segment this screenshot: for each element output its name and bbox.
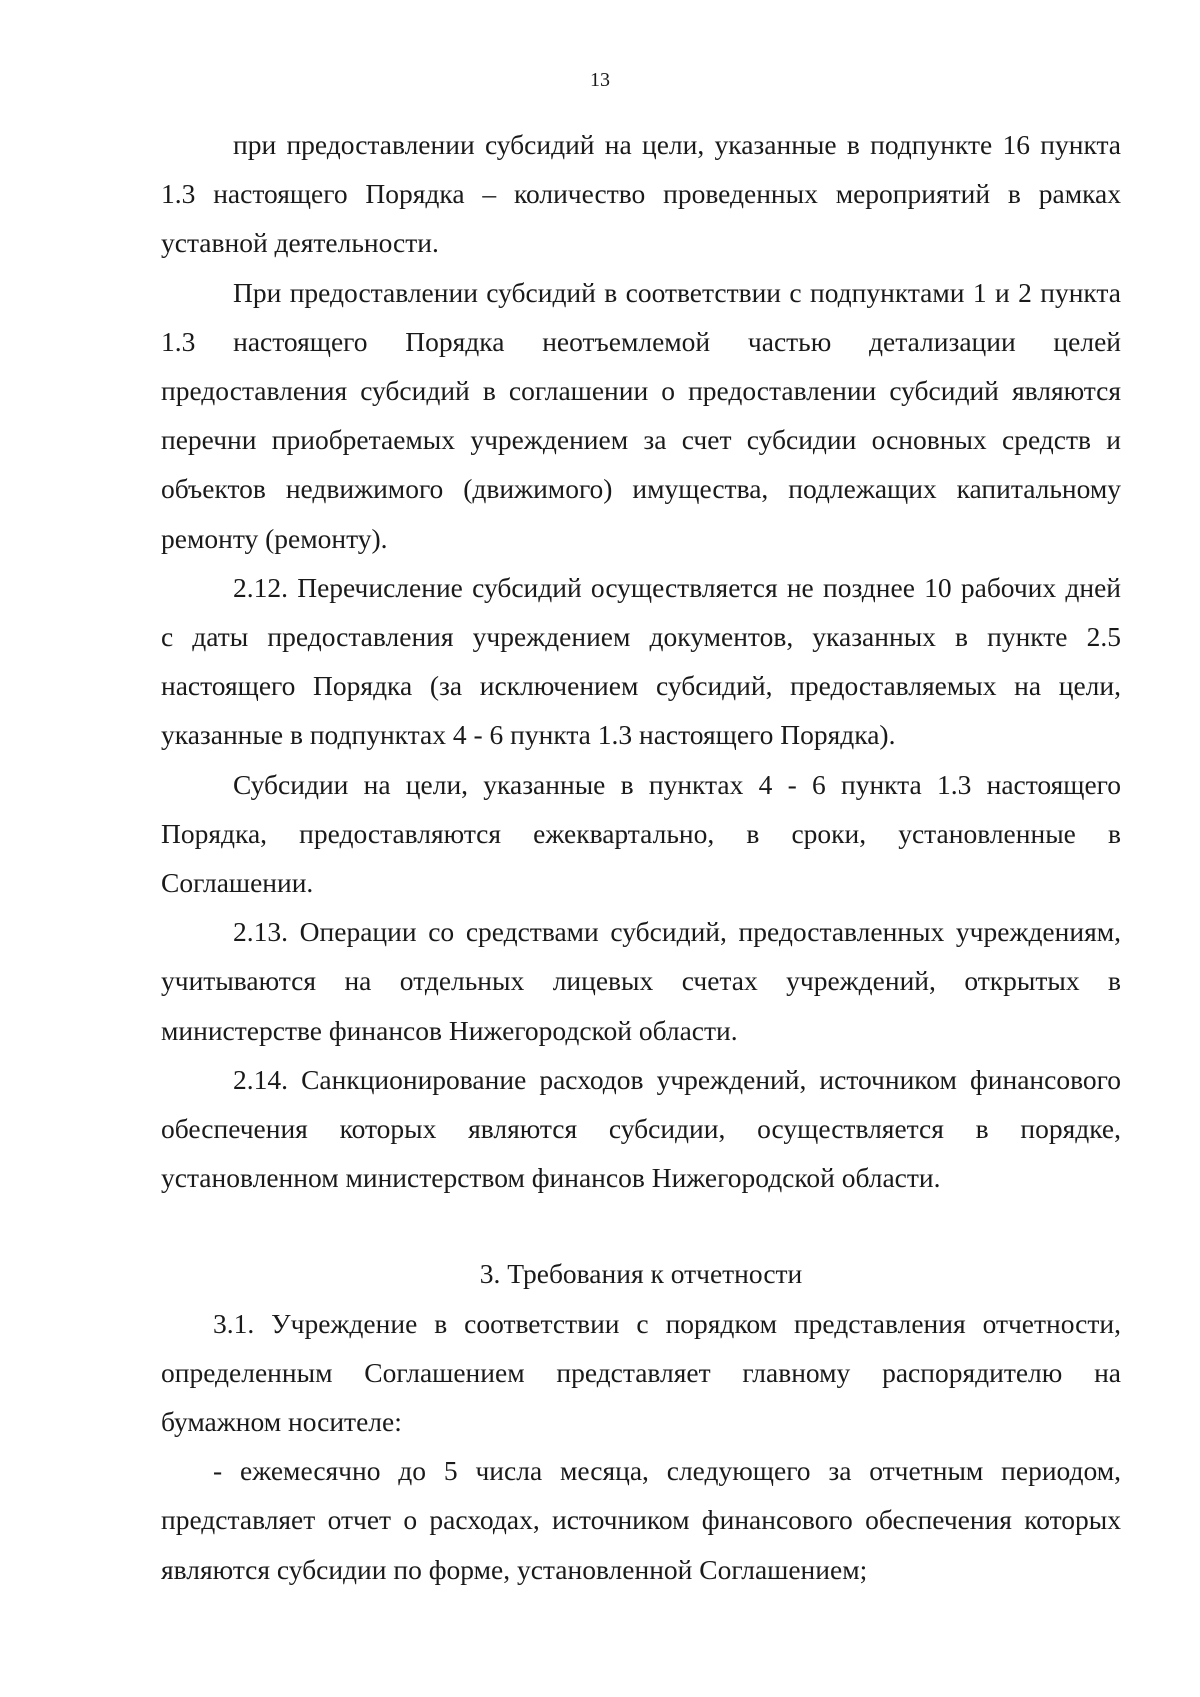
section-heading: 3. Требования к отчетности — [479, 1258, 803, 1290]
document-body — [161, 120, 1121, 1594]
paragraph-2-14: 2.14. Санкционирование расходов учреждений, источником финансового обеспечения которых являются субсидии, осуществляется в порядке, установленном министерством финансов Нижегородской области. — [161, 1063, 1121, 1194]
paragraph-2-13: 2.13. Операции со средствами субсидий, предоставленных учреждениям, учитываются на отдельных лицевых счетах учреждений, открытых в министерстве финансов Нижегородской области. — [161, 916, 1121, 1046]
paragraph-monthly-report: - ежемесячно до 5 числа месяца, следующего за отчетным периодом, представляет отчет о расходах, источником финансового обеспечения которых являются субсидии по форме, установленной Соглашением; — [161, 1455, 1121, 1585]
paragraph-2-12: 2.12. Перечисление субсидий осуществляется не позднее 10 рабочих дней с даты предоставления учреждением документов, указанных в пункте 2.5 настоящего Порядка (за исключением субсидий, предоставляемых на цели, указанные в подпунктах 4 - 6 пункта 1.3 настоящего Порядка). — [161, 571, 1121, 751]
paragraph-subsidy-events-indicator: при предоставлении субсидий на цели, указанные в подпункте 16 пункта 1.3 настоящего Порядка – количество проведенных мероприятий в рамках уставной деятельности. — [161, 129, 1121, 259]
paragraph-quarterly-subsidies: Субсидии на цели, указанные в пунктах 4 - 6 пункта 1.3 настоящего Порядка, предоставляются ежеквартально, в сроки, установленные в Соглашении. — [161, 768, 1121, 899]
paragraph-asset-lists: При предоставлении субсидий в соответствии с подпунктами 1 и 2 пункта 1.3 настоящего Порядка неотъемлемой частью детализации целей предоставления субсидий в соглашении о предоставлении субсидий являются перечни приобретаемых учреждением за счет субсидии основных средств и объектов недвижимого (движимого) имущества, подлежащих капитальному ремонту (ремонту). — [161, 276, 1121, 554]
paragraph-3-1: 3.1. Учреждение в соответствии с порядком представления отчетности, определенным Соглашением представляет главному распорядителю на бумажном носителе: — [161, 1307, 1121, 1438]
page-number: 13 — [590, 69, 610, 91]
